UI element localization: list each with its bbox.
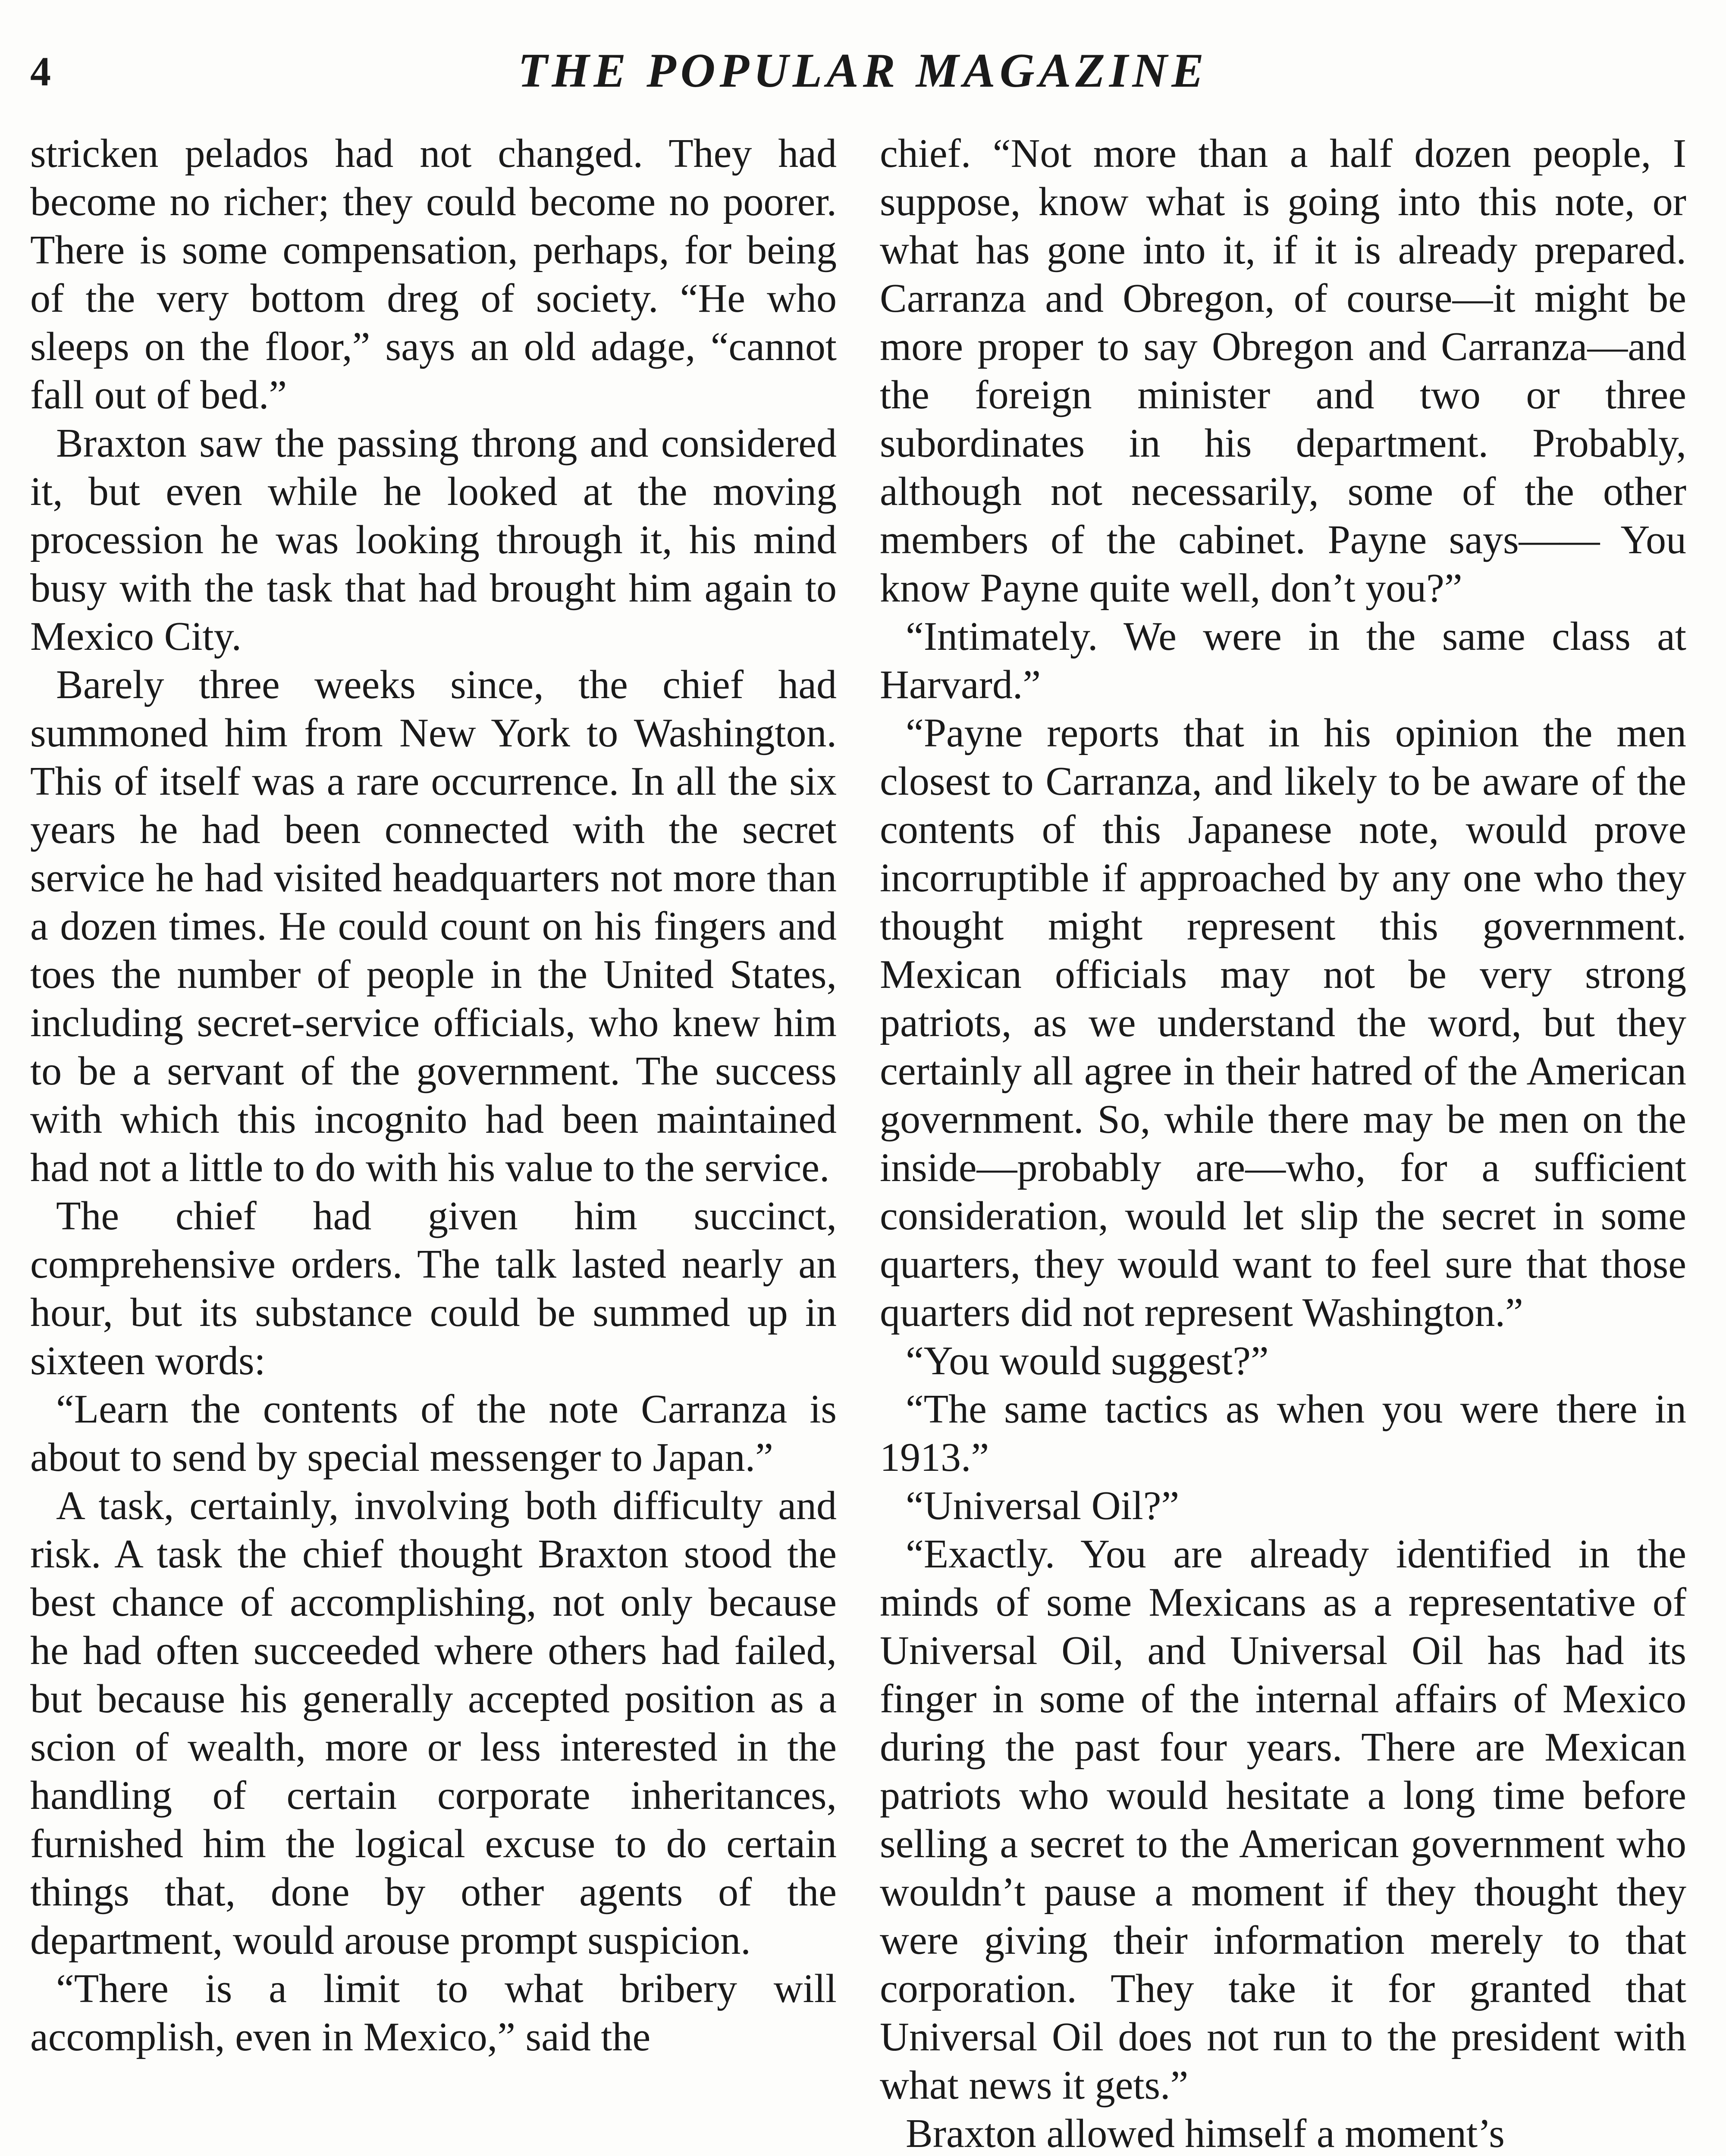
- magazine-title: THE POPULAR MAGAZINE: [518, 44, 1208, 97]
- paragraph: “The same tactics as when you were there in 1913.”: [880, 1387, 1686, 1480]
- paragraph: A task, certainly, involving both difficulty and risk. A task the chief thought Braxton stood the best chance of accomplishing, not only because he had often succeeded where others had failed, but because his generally accepted position as a scion of wealth, more or less interested in the handling of certain corporate inheritances, furnished him the logical excuse to do certain things that, done by other agents of the department, would arouse prompt suspicion.: [30, 1483, 837, 1963]
- paragraph: “Payne reports that in his opinion the men closest to Carranza, and likely to be aware of the contents of this Japanese note, would prove incorruptible if approached by any one who they thought might represent this government. Mexican officials may not be very strong patriots, as we understand the word, but they certainly all agree in their hatred of the American government. So, while there may be men on the inside—probably are—who, for a sufficient consideration, would let slip the secret in some quarters, they would want to feel sure that those quarters did not represent Washington.”: [880, 711, 1686, 1335]
- paragraph: “You would suggest?”: [906, 1338, 1269, 1383]
- paragraph: chief. “Not more than a half dozen people, I suppose, know what is going into this note, or what has gone into it, if it is already prepared. Carranza and Obregon, of course—it might be more proper to say Obregon and Carranza—and the foreign minister and two or three subordinates in his department. Probably, although not necessarily, some of the other members of the cabinet. Payne says—— You know Payne quite well, don’t you?”: [880, 131, 1686, 611]
- paragraph: Braxton saw the passing throng and considered it, but even while he looked at the moving procession he was looking through it, his mind busy with the task that had brought him again to Mexico City.: [30, 421, 837, 659]
- paragraph: Barely three weeks since, the chief had summoned him from New York to Washington. This of itself was a rare occurrence. In all the six years he had been connected with the secret service he had visited headquarters not more than a dozen times. He could count on his fingers and toes the number of people in the United States, including secret-service officials, who knew him to be a servant of the government. The success with which this incognito had been maintained had not a little to do with his value to the service.: [30, 662, 837, 1190]
- paragraph: “Intimately. We were in the same class at Harvard.”: [880, 614, 1686, 707]
- paragraph: “Universal Oil?”: [906, 1483, 1180, 1528]
- page-number: 4: [30, 48, 51, 94]
- paragraph: “There is a limit to what bribery will accomplish, even in Mexico,” said the: [30, 1966, 837, 2059]
- paragraph: “Learn the contents of the note Carranza is about to send by special messenger to Japan.”: [30, 1387, 837, 1480]
- paragraph: “Exactly. You are already identified in the minds of some Mexicans as a representative of Universal Oil, and Universal Oil has had its finger in some of the internal affairs of Mexico during the past four years. There are Mexican patriots who would hesitate a long time before selling a secret to the American government who wouldn’t pause a moment if they thought they were giving their information merely to that corporation. They take it for granted that Universal Oil does not run to the president with what news it gets.”: [880, 1532, 1686, 2108]
- paragraph: stricken pelados had not changed. They had become no richer; they could become no poorer. There is some compensation, perhaps, for being of the very bottom dreg of society. “He who sleeps on the floor,” says an old adage, “cannot fall out of bed.”: [30, 131, 837, 417]
- paragraph: Braxton allowed himself a moment’s: [906, 2111, 1505, 2156]
- right-column: [880, 129, 1686, 2156]
- paragraph: The chief had given him succinct, comprehensive orders. The talk lasted nearly an hour, but its substance could be summed up in sixteen words:: [30, 1194, 837, 1383]
- left-column: [30, 129, 837, 2061]
